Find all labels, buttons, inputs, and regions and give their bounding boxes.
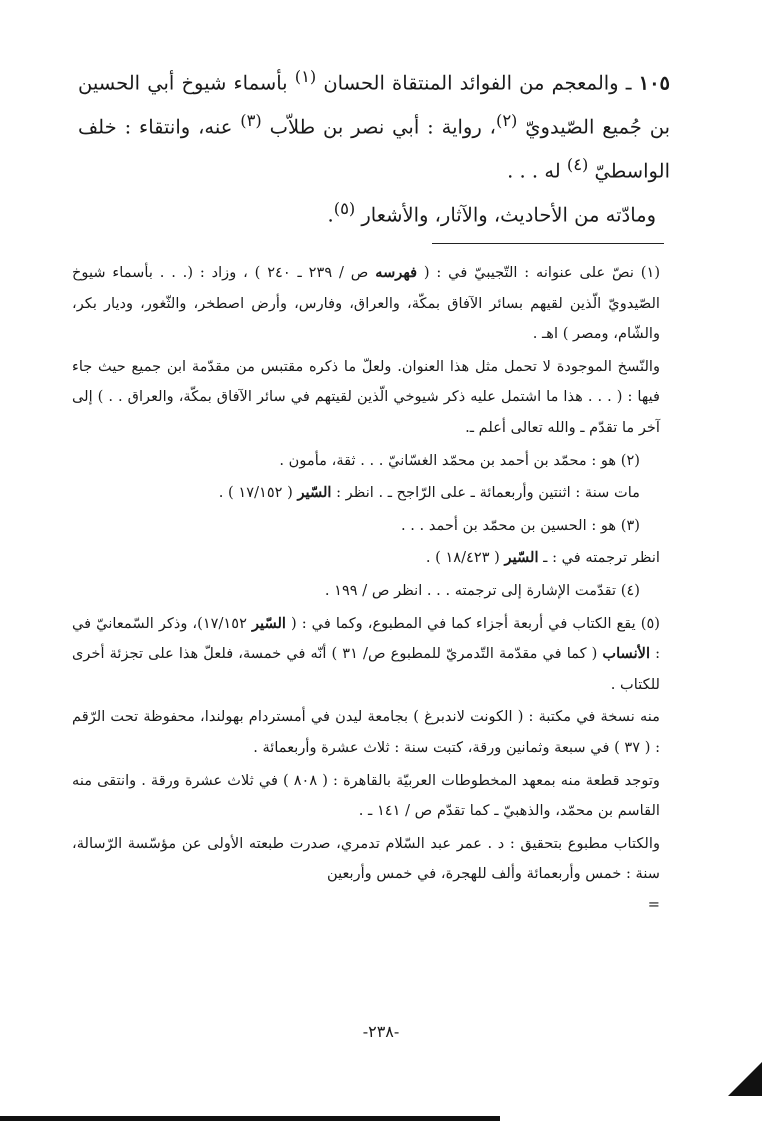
footnote-3-ref: ( ١٨/٤٢٣ ) . xyxy=(425,549,500,567)
footnote-5 xyxy=(72,609,670,701)
page-edge-line xyxy=(0,1116,500,1121)
footnotes xyxy=(72,258,670,922)
footnote-1-text-a: (١) نصّ على عنوانه : التّجيبيّ في : ( xyxy=(423,264,661,281)
footnote-ref-5: (٥) xyxy=(333,199,356,218)
entry-text-1: ـ والمعجم من الفوائد المنتقاة الحسان xyxy=(323,71,632,95)
footnote-5-book-title-1: السّير xyxy=(251,614,286,632)
footnote-ref-1: (١) xyxy=(294,67,317,86)
footnote-5-edition-text: والكتاب مطبوع بتحقيق : د . عمر عبد السّلام تدمري، صدرت طبعته الأولى عن مؤسّسة الرّسالة، سنة : خمس وأربعمائة وألف للهجرة، في خمس وأربعين xyxy=(72,834,660,883)
continuation-mark: = xyxy=(647,895,660,913)
footnote-5-text-c: ( كما في مقدّمة التّدمريّ للمطبوع ص/ ٣١ ) أنّه في خمسة، فلعلّ هذا على تجزئة أخرى للكتاب . xyxy=(72,645,660,693)
footnote-2-text: مات سنة : اثنتين وأربعمائة ـ على الرّاجح ـ . انظر : xyxy=(336,484,640,502)
entry-text-3: ، رواية : أبي نصر بن طلاّب xyxy=(269,115,496,139)
footnote-1-book-title: فهرسه xyxy=(375,264,418,281)
footnote-1-quote: (. . . بأسماء شيوخ الصّيدويّ الّذين لقيهم بسائر الآفاق بمكّة، والعراق، وفارس، وأرض اصطخر، والثّغور، وديار بكر، والشّام، ومصر ) اهـ . xyxy=(72,264,660,343)
material-text: ومادّته من الأحاديث، والآثار، والأشعار xyxy=(361,203,656,227)
footnote-1-text-b: ص / ٢٣٩ ـ ٢٤٠ ) ، وزاد : xyxy=(199,264,369,281)
entry-title xyxy=(78,58,670,190)
footnote-5-fragment: وتوجد قطعة منه بمعهد المخطوطات العربيّة بالقاهرة : ( ٨٠٨ ) في ثلاث عشرة ورقة . وانتقى منه القاسم بن محمّد، والذهبيّ ـ كما تقدّم ص / ١٤١ ـ . xyxy=(72,771,660,820)
footnote-2-ref: ( ١٧/١٥٢ ) . xyxy=(218,484,293,502)
footnote-ref-2: (٢) xyxy=(495,111,518,130)
footnote-2: (٢) هو : محمّد بن أحمد بن محمّد الغسّانيّ . . . ثقة، مأمون . xyxy=(279,451,640,469)
footnote-3-book-title: السّير xyxy=(504,549,539,567)
material-end: . xyxy=(327,203,334,227)
entry-number: ١٠٥ xyxy=(638,71,671,95)
footnote-5-text-b: ١٧/١٥٢)، وذكر السّمعانيّ في : xyxy=(72,614,660,663)
footnote-2-book-title: السّير xyxy=(297,484,332,502)
entry-text-5: له . . . xyxy=(507,159,561,183)
page-number: -٢٣٨- xyxy=(362,1022,400,1041)
footnote-3: (٣) هو : الحسين بن محمّد بن أحمد . . . xyxy=(400,516,640,534)
footnote-3-text: انظر ترجمته في : ـ xyxy=(543,549,660,567)
footnote-separator xyxy=(432,243,664,244)
footnote-5-text-a: (٥) يقع الكتاب في أربعة أجزاء كما في المطبوع، وكما في : ( xyxy=(291,614,660,632)
footnote-2-death xyxy=(72,478,670,509)
entry-text-4: عنه، وانتقاء : خلف الواسطيّ xyxy=(78,115,670,183)
footnote-ref-3: (٣) xyxy=(240,111,262,130)
bibliography-entry-105 xyxy=(78,58,670,234)
entry-text-2: بأسماء شيوخ أبي الحسين بن جُميع الصّيدويّ xyxy=(78,71,671,139)
footnote-5-edition xyxy=(72,829,670,921)
footnote-1-comment: والنّسخ الموجودة لا تحمل مثل هذا العنوان. ولعلّ ما ذكره مقتبس من مقدّمة ابن جميع حيث جاء فيها : ( . . . هذا ما اشتمل عليه ذكر شيوخي الّذين لقيتهم في سائر الآفاق بمكّة، والعراق . . ) إلى آخر ما تقدّم ـ والله تعالى أعلم ـ. xyxy=(72,357,660,436)
footnote-4: (٤) تقدّمت الإشارة إلى ترجمته . . . انظر ص / ١٩٩ . xyxy=(324,581,640,599)
footnote-1 xyxy=(72,258,670,350)
corner-scan-mark xyxy=(728,1062,762,1096)
footnote-5-manuscript: منه نسخة في مكتبة : ( الكونت لاندبرغ ) بجامعة ليدن في أمستردام بهولندا، محفوظة تحت الرّقم : ( ٣٧ ) في سبعة وثمانين ورقة، كتبت سنة : ثلاث عشرة وأربعمائة . xyxy=(72,708,660,756)
entry-material xyxy=(78,190,670,234)
footnote-3-bio xyxy=(72,543,670,574)
footnote-5-book-title-2: الأنساب xyxy=(602,645,651,663)
footnote-ref-4: (٤) xyxy=(566,155,589,174)
